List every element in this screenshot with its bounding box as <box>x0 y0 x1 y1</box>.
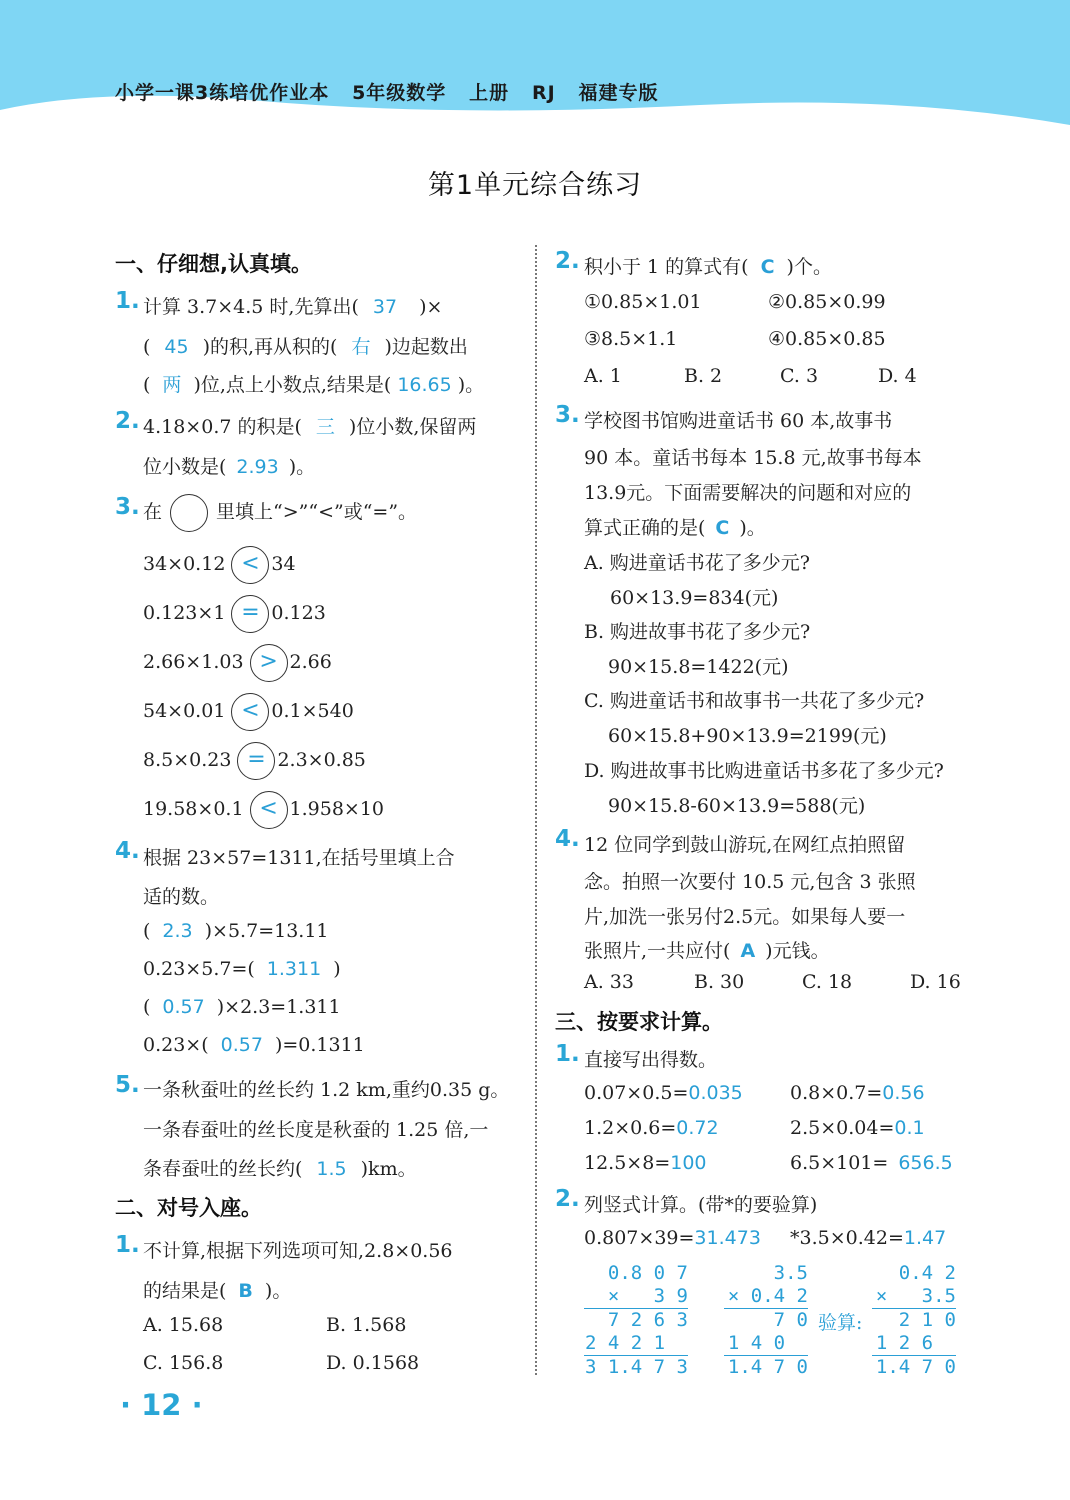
text: )。 <box>739 517 766 539</box>
calc-line: × 3.5 <box>872 1285 956 1309</box>
page-title: 第1单元综合练习 <box>427 170 643 201</box>
text: 1.958×10 <box>289 798 385 820</box>
text: ( <box>143 920 151 942</box>
oral-item <box>584 1117 719 1139</box>
option: C. 156.8 <box>143 1352 224 1374</box>
calc-line: 2 1 0 <box>898 1309 956 1331</box>
choice-formula: 60×13.9=834(元) <box>610 587 779 609</box>
text: ( <box>143 336 151 358</box>
question-number: 1. <box>115 1232 140 1258</box>
compare-row <box>143 644 332 682</box>
text: )位,点上小数点,结果是( <box>193 374 392 396</box>
text: )。 <box>288 456 316 478</box>
s2q4-line1: 12 位同学到鼓山游玩,在网红点拍照留 <box>584 834 906 856</box>
vertical-calc-3 <box>872 1262 956 1379</box>
item: ③8.5×1.1 <box>584 328 678 350</box>
section3-heading: 三、按要求计算。 <box>555 1010 723 1034</box>
text: )× <box>419 296 443 318</box>
question-number: 3. <box>555 402 580 428</box>
text: 2.66×1.03 <box>143 651 244 673</box>
s2q3-line4 <box>584 513 766 540</box>
text: 8.5×0.23 <box>143 749 232 771</box>
answer: C <box>760 256 775 278</box>
text: 的结果是( <box>143 1280 227 1302</box>
s3q1-text: 直接写出得数。 <box>584 1049 718 1071</box>
vertical-expr <box>790 1227 946 1249</box>
answer: 2.3 <box>162 920 193 942</box>
option: B. 1.568 <box>326 1314 407 1336</box>
text: )。 <box>264 1280 292 1302</box>
answer: 2.93 <box>236 456 279 478</box>
question-number: 1. <box>555 1041 580 1067</box>
text: 0.23×5.7=( <box>143 958 255 980</box>
answer: 31.473 <box>694 1227 761 1249</box>
answer: 1.5 <box>316 1158 347 1180</box>
option: C. 3 <box>780 365 819 387</box>
text: 0.807×39= <box>584 1227 695 1249</box>
text: 34 <box>271 553 296 575</box>
compare-circle <box>250 791 288 829</box>
text: ( <box>143 374 151 396</box>
text: )×5.7=13.11 <box>204 920 329 942</box>
choice-question: B. 购进故事书花了多少元? <box>584 621 811 643</box>
answer: = <box>241 600 260 625</box>
text: )个。 <box>786 256 832 278</box>
question-number: 2. <box>555 1186 580 1212</box>
s2q4-line3: 片,加洗一张另付2.5元。如果每人要一 <box>584 906 906 928</box>
text: 算式正确的是( <box>584 517 706 539</box>
compare-circle <box>231 693 269 731</box>
compare-row <box>143 791 384 829</box>
page-number: · 12 · <box>120 1388 203 1422</box>
option: A. 1 <box>584 365 622 387</box>
answer: > <box>259 649 278 674</box>
text: 在 <box>143 501 163 523</box>
text: )×2.3=1.311 <box>216 996 341 1018</box>
text: 2.5×0.04= <box>790 1117 895 1139</box>
text: )km。 <box>360 1158 417 1180</box>
answer: 右 <box>351 336 371 358</box>
question-number: 2. <box>115 408 140 434</box>
choice-formula: 90×15.8=1422(元) <box>608 656 789 678</box>
compare-row <box>143 693 354 731</box>
text: )的积,再从积的( <box>202 336 338 358</box>
item: ②0.85×0.99 <box>768 291 886 313</box>
choice-question: D. 购进故事书比购进童话书多花了多少元? <box>584 760 944 782</box>
text: 位小数是( <box>143 456 227 478</box>
calc-line: 3 1.4 7 3 <box>585 1356 688 1378</box>
text: 2.3×0.85 <box>277 749 366 771</box>
text: 0.23×( <box>143 1034 209 1056</box>
answer: < <box>241 698 260 723</box>
text: 34×0.12 <box>143 553 226 575</box>
answer: 0.035 <box>688 1082 743 1104</box>
column-divider <box>535 245 537 1375</box>
s1q4-line2: 适的数。 <box>143 886 220 908</box>
s2q3-line1: 学校图书馆购进童话书 60 本,故事书 <box>584 410 893 432</box>
answer: 45 <box>164 336 189 358</box>
vertical-expr <box>584 1227 761 1249</box>
calc-line: × 3 9 <box>584 1285 688 1309</box>
oral-item <box>790 1117 925 1139</box>
text: 12.5×8= <box>584 1152 671 1174</box>
fill-row <box>143 920 329 942</box>
check-label: 验算: <box>818 1312 863 1334</box>
fill-row <box>143 1034 365 1056</box>
s2q2-line1 <box>584 252 832 279</box>
text: 0.123 <box>271 602 326 624</box>
calc-line: 7 2 6 3 <box>607 1309 688 1331</box>
option: D. 4 <box>878 365 917 387</box>
answer: C <box>715 517 730 539</box>
s2q4-line2: 念。拍照一次要付 10.5 元,包含 3 张照 <box>584 871 916 893</box>
compare-circle <box>237 742 275 780</box>
s2q4-line4 <box>584 936 830 963</box>
text: 里填上“>”“<”或“=”。 <box>216 501 418 523</box>
compare-row <box>143 546 296 584</box>
option: B. 2 <box>684 365 723 387</box>
calc-line: 1.4 7 0 <box>875 1356 956 1378</box>
text: ( <box>143 996 151 1018</box>
header-text: 小学一课3练培优作业本 5年级数学 上册 RJ 福建专版 <box>115 82 659 104</box>
question-number: 5. <box>115 1072 140 1098</box>
s2q1-line1: 不计算,根据下列选项可知,2.8×0.56 <box>143 1240 453 1262</box>
compare-row <box>143 595 326 633</box>
answer: 1.311 <box>266 958 322 980</box>
answer: 三 <box>315 416 335 438</box>
answer: = <box>247 747 266 772</box>
item: ①0.85×1.01 <box>584 291 702 313</box>
answer: 两 <box>162 374 182 396</box>
s1q4-line1: 根据 23×57=1311,在括号里填上合 <box>143 847 455 869</box>
s2q1-line2 <box>143 1276 291 1303</box>
compare-circle <box>231 546 269 584</box>
calc-line: 7 0 <box>773 1309 808 1331</box>
option: C. 18 <box>802 971 853 993</box>
fill-row <box>143 996 341 1018</box>
calc-line: 1 4 0 <box>724 1332 808 1356</box>
oral-item <box>584 1152 707 1174</box>
oral-item <box>790 1082 925 1104</box>
answer: 0.72 <box>676 1117 719 1139</box>
text: 积小于 1 的算式有( <box>584 256 749 278</box>
text: )边起数出 <box>384 336 468 358</box>
s1q2-line2 <box>143 452 315 479</box>
question-number: 3. <box>115 494 140 520</box>
choice-formula: 60×15.8+90×13.9=2199(元) <box>608 725 887 747</box>
s1q1-line2 <box>143 332 468 359</box>
question-number: 1. <box>115 288 140 314</box>
oral-item <box>584 1082 743 1104</box>
s1q5-line1: 一条秋蚕吐的丝长约 1.2 km,重约0.35 g。 <box>143 1079 510 1101</box>
question-number: 2. <box>555 248 580 274</box>
vertical-calc-2 <box>724 1262 808 1379</box>
calc-line: 3.5 <box>773 1262 808 1284</box>
s1q5-line3 <box>143 1154 417 1181</box>
calc-line: 1.4 7 0 <box>727 1356 808 1378</box>
s2q3-line2: 90 本。童话书每本 15.8 元,故事书每本 <box>584 447 922 469</box>
question-number: 4. <box>555 826 580 852</box>
choice-formula: 90×15.8-60×13.9=588(元) <box>608 795 866 817</box>
choice-question: A. 购进童话书花了多少元? <box>584 552 810 574</box>
compare-circle <box>231 595 269 633</box>
text: 0.1×540 <box>271 700 354 722</box>
s1q5-line2: 一条春蚕吐的丝长度是秋蚕的 1.25 倍,一 <box>143 1119 489 1141</box>
item: ④0.85×0.85 <box>768 328 886 350</box>
text: 6.5×101= <box>790 1152 889 1174</box>
option: A. 33 <box>584 971 634 993</box>
answer: A <box>740 940 756 962</box>
text: 4.18×0.7 的积是( <box>143 416 302 438</box>
calc-line: 1 2 6 <box>872 1332 956 1356</box>
calc-line: × 0.4 2 <box>724 1285 808 1309</box>
text: )位小数,保留两 <box>348 416 477 438</box>
s1q3-line1 <box>143 494 417 532</box>
text: 0.07×0.5= <box>584 1082 689 1104</box>
answer: B <box>238 1280 253 1302</box>
text: *3.5×0.42= <box>790 1227 904 1249</box>
answer: 100 <box>670 1152 707 1174</box>
s2q3-line3: 13.9元。下面需要解决的问题和对应的 <box>584 482 912 504</box>
text: 0.123×1 <box>143 602 226 624</box>
header-banner <box>0 0 1070 140</box>
option: D. 0.1568 <box>326 1352 420 1374</box>
answer: 656.5 <box>898 1152 953 1174</box>
answer: 0.57 <box>220 1034 263 1056</box>
answer: 0.1 <box>894 1117 925 1139</box>
choice-question: C. 购进童话书和故事书一共花了多少元? <box>584 690 925 712</box>
option: A. 15.68 <box>143 1314 224 1336</box>
text: 2.66 <box>289 651 332 673</box>
calc-line: 2 4 2 1 <box>585 1332 688 1354</box>
text: ) <box>333 958 341 980</box>
compare-circle <box>250 644 288 682</box>
calc-line: 0.4 2 <box>898 1262 956 1284</box>
text: 计算 3.7×4.5 时,先算出( <box>143 296 359 318</box>
oral-item <box>790 1152 953 1174</box>
empty-circle-icon <box>170 494 208 532</box>
text: 19.58×0.1 <box>143 798 244 820</box>
text: 54×0.01 <box>143 700 226 722</box>
text: )。 <box>457 374 485 396</box>
option: B. 30 <box>694 971 745 993</box>
text: 张照片,一共应付( <box>584 940 731 962</box>
answer: 1.47 <box>903 1227 947 1249</box>
text: 0.8×0.7= <box>790 1082 883 1104</box>
answer: < <box>259 796 278 821</box>
s3q2-text: 列竖式计算。(带*的要验算) <box>584 1194 818 1216</box>
section1-heading: 一、仔细想,认真填。 <box>115 252 312 276</box>
calc-line: 0.8 0 7 <box>607 1262 688 1284</box>
answer: 16.65 <box>397 374 452 396</box>
answer: 0.56 <box>882 1082 925 1104</box>
s1q2-line1 <box>143 412 476 439</box>
answer: 0.57 <box>162 996 205 1018</box>
answer: < <box>241 551 260 576</box>
answer: 37 <box>372 296 398 318</box>
option: D. 16 <box>910 971 961 993</box>
text: )=0.1311 <box>274 1034 365 1056</box>
text: 条春蚕吐的丝长约( <box>143 1158 303 1180</box>
question-number: 4. <box>115 838 140 864</box>
vertical-calc-1 <box>584 1262 688 1379</box>
text: )元钱。 <box>765 940 830 962</box>
s1q1-line3 <box>143 370 484 397</box>
s1q1-line1 <box>143 292 442 319</box>
fill-row <box>143 958 341 980</box>
section2-heading: 二、对号入座。 <box>115 1196 262 1220</box>
text: 1.2×0.6= <box>584 1117 677 1139</box>
compare-row <box>143 742 366 780</box>
